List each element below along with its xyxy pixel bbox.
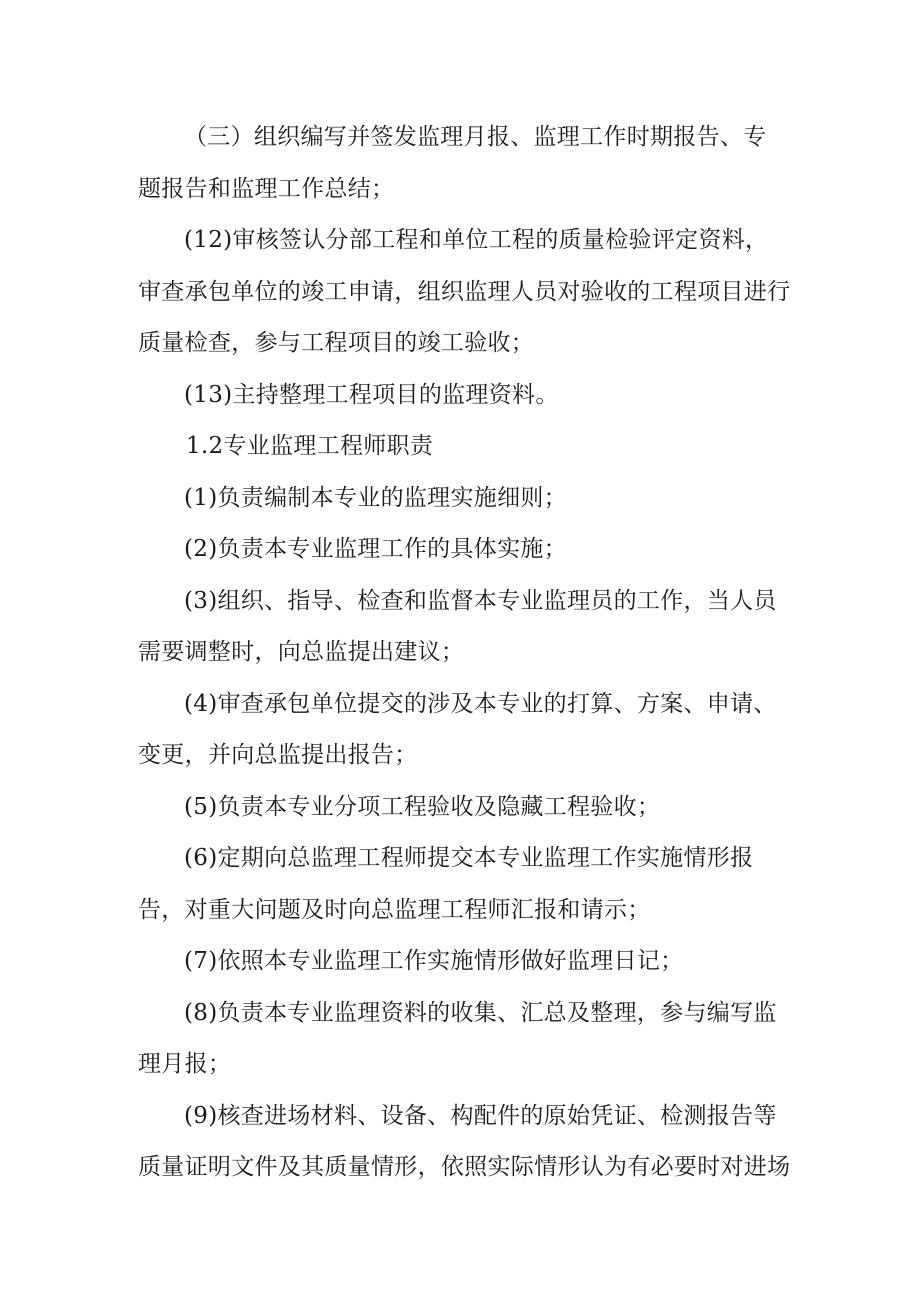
paragraph-line: (1)负责编制本专业的监理实施细则； — [184, 484, 567, 511]
paragraph-line: (2)负责本专业监理工作的具体实施； — [184, 536, 567, 562]
section-heading: 1.2专业监理工程师职责 — [186, 433, 434, 459]
paragraph-line: (12)审核签认分部工程和单位工程的质量检验评定资料， — [184, 227, 769, 253]
paragraph-line: 告，对重大问题及时向总监理工程师汇报和请示； — [138, 896, 651, 923]
paragraph-line: (3)组织、指导、检查和监督本专业监理员的工作，当人员 — [184, 587, 777, 614]
paragraph-line: 题报告和监理工作总结； — [138, 175, 395, 202]
paragraph-line: (8)负责本专业监理资料的收集、汇总及整理，参与编写监 — [184, 999, 777, 1026]
paragraph-line: 需要调整时，向总监提出建议； — [138, 639, 465, 665]
paragraph-line: 审查承包单位的竣工申请，组织监理人员对验收的工程项目进行 — [138, 278, 791, 305]
paragraph-line: (4)审查承包单位提交的涉及本专业的打算、方案、申请、 — [184, 690, 777, 717]
document-body — [138, 112, 791, 1194]
paragraph-line: 变更，并向总监提出报告； — [138, 742, 418, 768]
paragraph-line: (7)依照本专业监理工作实施情形做好监理日记； — [184, 948, 684, 974]
paragraph-line: 质量检查，参与工程项目的竣工验收； — [138, 330, 535, 356]
paragraph-line: (5)负责本专业分项工程验收及隐藏工程验收； — [184, 793, 661, 820]
paragraph-line: 理月报； — [138, 1051, 232, 1077]
paragraph-line: (9)核查进场材料、设备、构配件的原始凭证、检测报告等 — [184, 1102, 777, 1129]
paragraph-line: (13)主持整理工程项目的监理资料。 — [184, 381, 559, 408]
paragraph-line: （三）组织编写并签发监理月报、监理工作时期报告、专 — [184, 124, 767, 150]
paragraph-line: 质量证明文件及其质量情形，依照实际情形认为有必要时对进场 — [138, 1154, 791, 1180]
paragraph-line: (6)定期向总监理工程师提交本专业监理工作实施情形报 — [184, 845, 754, 871]
